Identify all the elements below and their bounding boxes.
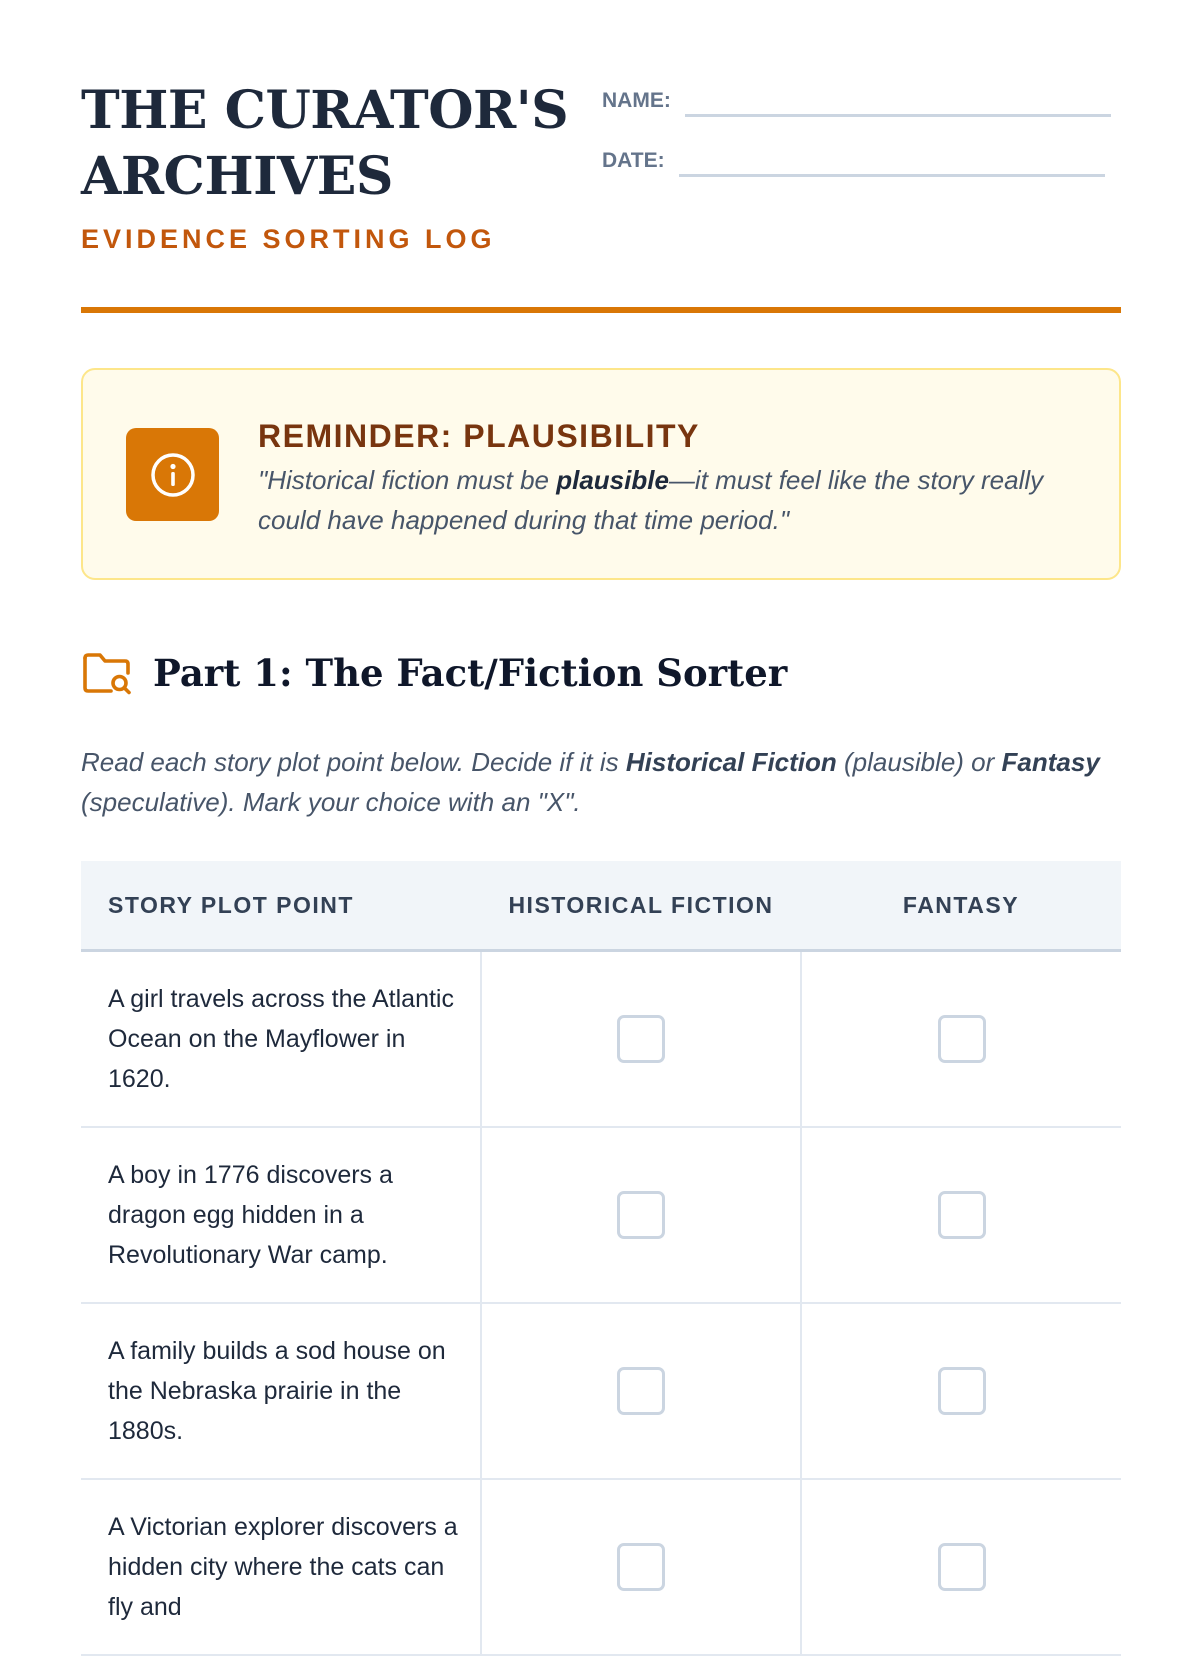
fantasy-checkbox[interactable] [938, 1367, 986, 1415]
instructions-text-3: (speculative). Mark your choice with an "X". [81, 787, 581, 817]
fantasy-cell [801, 1479, 1121, 1655]
name-label: NAME: [602, 89, 671, 112]
historical-cell [481, 1479, 801, 1655]
fantasy-cell [801, 1303, 1121, 1479]
fantasy-cell [801, 951, 1121, 1128]
plot-point: A boy in 1776 discovers a dragon egg hidden in a Revolutionary War camp. [81, 1127, 481, 1303]
plot-point: A girl travels across the Atlantic Ocean on the Mayflower in 1620. [81, 951, 481, 1128]
table-row [81, 1127, 1121, 1303]
reminder-quote-start: "Historical fiction must be [258, 465, 557, 495]
page-title: THE CURATOR'S ARCHIVES [81, 80, 569, 207]
name-field [602, 84, 1111, 117]
reminder-quote [258, 460, 1078, 540]
info-icon [126, 428, 219, 521]
reminder-quote-emphasis: plausible [556, 465, 669, 495]
historical-checkbox[interactable] [617, 1543, 665, 1591]
page-subtitle: EVIDENCE SORTING LOG [81, 224, 496, 254]
historical-cell [481, 1303, 801, 1479]
reminder-title: REMINDER: PLAUSIBILITY [258, 418, 700, 454]
plot-point: A Victorian explorer discovers a hidden city where the cats can fly and [81, 1479, 481, 1655]
fantasy-cell [801, 1127, 1121, 1303]
plot-point: A family builds a sod house on the Nebraska prairie in the 1880s. [81, 1303, 481, 1479]
historical-checkbox[interactable] [617, 1191, 665, 1239]
fantasy-checkbox[interactable] [938, 1191, 986, 1239]
table-row [81, 1303, 1121, 1479]
instructions-text-2: (plausible) or [836, 747, 1002, 777]
instructions-text-1: Read each story plot point below. Decide if it is [81, 747, 626, 777]
historical-cell [481, 1127, 801, 1303]
date-field [602, 144, 1105, 177]
section-heading [81, 648, 787, 698]
reminder-callout [81, 368, 1121, 580]
instructions-term-fantasy: Fantasy [1001, 747, 1100, 777]
folder-search-icon [81, 648, 133, 698]
historical-checkbox[interactable] [617, 1367, 665, 1415]
date-input-line[interactable] [679, 144, 1105, 177]
sorter-table [81, 861, 1121, 1656]
name-input-line[interactable] [685, 84, 1111, 117]
instructions-term-historical: Historical Fiction [625, 747, 837, 777]
historical-cell [481, 951, 801, 1128]
instructions [81, 742, 1111, 822]
table-row [81, 1479, 1121, 1655]
column-header-plot: STORY PLOT POINT [81, 861, 481, 951]
table-row [81, 951, 1121, 1128]
column-header-historical: HISTORICAL FICTION [481, 861, 801, 951]
reminder-quote-end: —it must feel like the story really could have happened during that time period." [258, 465, 1044, 535]
header-divider [81, 307, 1121, 313]
historical-checkbox[interactable] [617, 1015, 665, 1063]
fantasy-checkbox[interactable] [938, 1543, 986, 1591]
fantasy-checkbox[interactable] [938, 1015, 986, 1063]
column-header-fantasy: FANTASY [801, 861, 1121, 951]
section-title: Part 1: The Fact/Fiction Sorter [153, 651, 788, 695]
worksheet-page [81, 0, 1121, 1621]
date-label: DATE: [602, 149, 665, 172]
worksheet-header [81, 0, 1121, 316]
table-header-row [81, 861, 1121, 951]
